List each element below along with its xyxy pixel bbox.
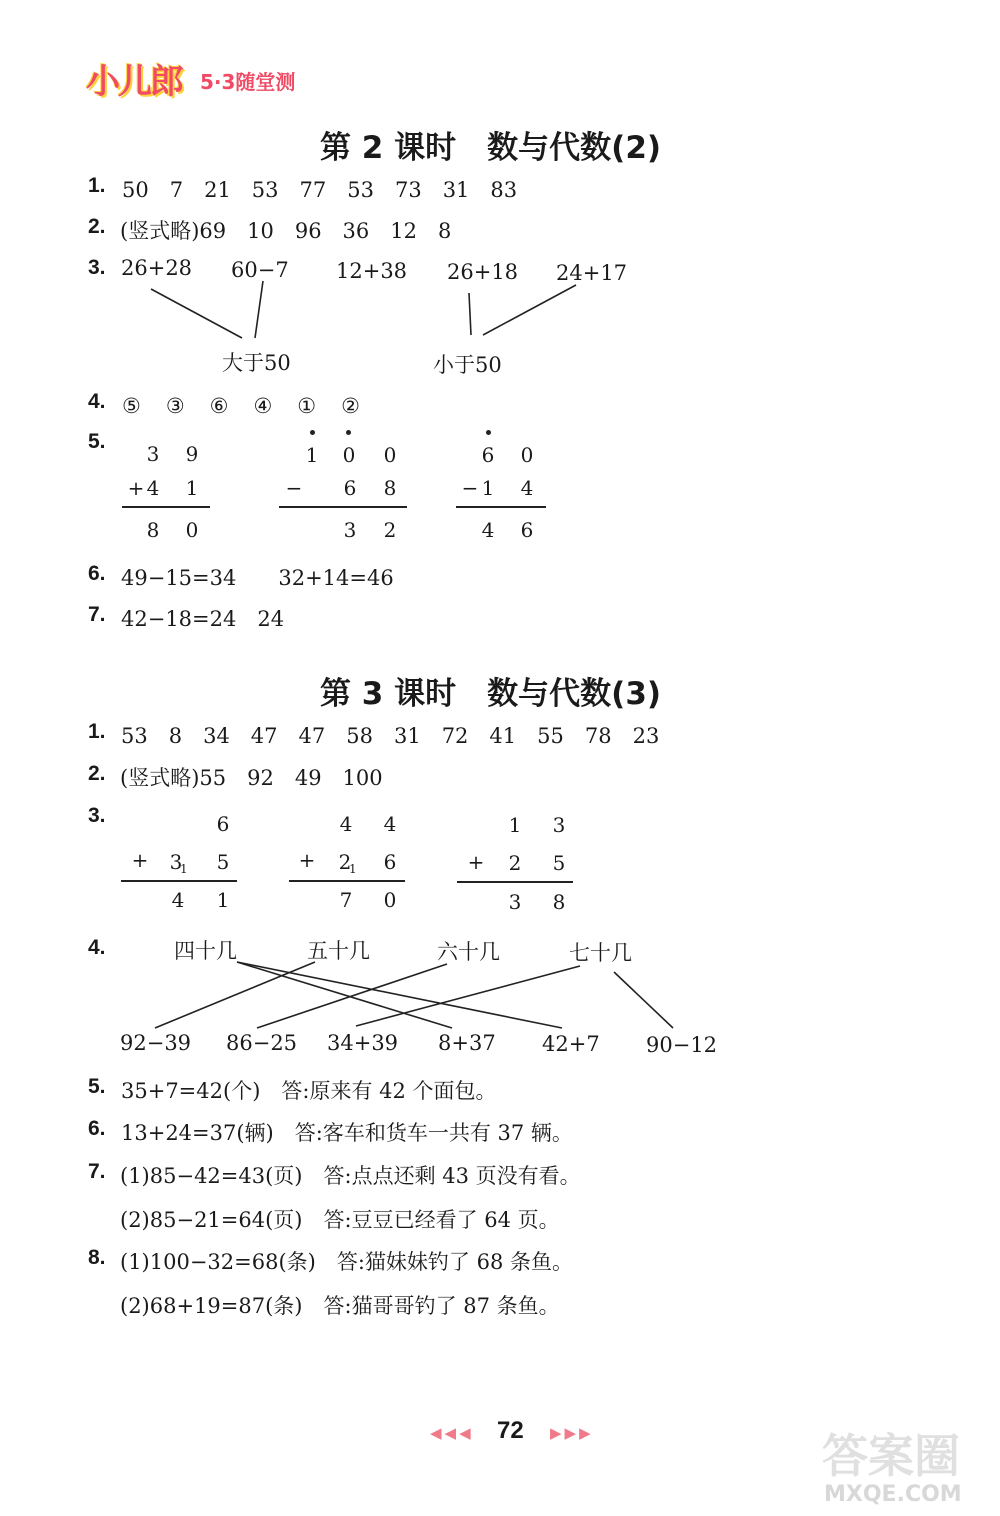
- q-number: 1.: [88, 720, 106, 743]
- expr-label: 26+18: [447, 260, 519, 284]
- q-number: 5.: [88, 1075, 106, 1098]
- connector-line: [356, 966, 580, 1026]
- digit: 0: [342, 443, 356, 467]
- digit: 4: [520, 476, 534, 500]
- digit: 1: [185, 476, 199, 500]
- digit: 1: [508, 813, 522, 837]
- digit: 6: [343, 476, 357, 500]
- answer-line: (1)100−32=68(条) 答:猫妹妹钓了 68 条鱼。: [120, 1250, 573, 1274]
- q-number: 5.: [88, 430, 106, 453]
- group-label: 七十几: [569, 941, 632, 965]
- expr-label: 12+38: [336, 259, 408, 283]
- answer-line: 50 7 21 53 77 53 73 31 83: [122, 178, 518, 202]
- answer-line: 42−18=24 24: [121, 607, 285, 631]
- section-3-title: 第 3 课时 数与代数(3): [320, 676, 662, 712]
- digit: 3: [552, 813, 566, 837]
- watermark-logo: 答案圈: [822, 1429, 960, 1483]
- digit: 3: [146, 442, 160, 466]
- digit: 4: [146, 476, 160, 500]
- borrow-dot: [486, 430, 491, 435]
- digit: 2: [508, 851, 522, 875]
- q-number: 7.: [88, 603, 106, 626]
- digit: 6: [520, 518, 534, 542]
- watermark-url: MXQE.COM: [824, 1482, 962, 1507]
- answer-line: (竖式略)55 92 49 100: [120, 766, 383, 790]
- group-label: 六十几: [437, 940, 500, 964]
- digit: 3: [508, 890, 522, 914]
- group-label: 小于50: [433, 353, 502, 377]
- expr-label: 24+17: [556, 261, 628, 285]
- digit: 6: [216, 812, 230, 836]
- q-number: 3.: [88, 804, 106, 827]
- digit: 5: [552, 851, 566, 875]
- sum-line: [457, 881, 573, 883]
- digit: 4: [171, 888, 185, 912]
- section-2-title: 第 2 课时 数与代数(2): [320, 130, 662, 166]
- expr-label: 60−7: [231, 258, 289, 282]
- prev-arrows-icon: ◀◀◀: [430, 1424, 474, 1442]
- digit: 0: [185, 518, 199, 542]
- diff-line: [279, 506, 407, 508]
- digit: 6: [481, 443, 495, 467]
- digit: 9: [185, 442, 199, 466]
- digit: 1: [481, 476, 495, 500]
- digit: 4: [383, 812, 397, 836]
- digit: 8: [552, 890, 566, 914]
- digit: 2: [338, 850, 352, 874]
- digit: 5: [216, 850, 230, 874]
- connector-line: [151, 289, 242, 338]
- expr-label: 42+7: [542, 1032, 600, 1056]
- digit: 3: [343, 518, 357, 542]
- carry-digit: 1: [180, 862, 188, 876]
- sum-line: [121, 880, 237, 882]
- q-number: 1.: [88, 174, 106, 197]
- connector-line: [483, 285, 576, 335]
- operator: +: [131, 848, 149, 872]
- digit: 0: [520, 443, 534, 467]
- next-arrows-icon: ▶▶▶: [550, 1424, 594, 1442]
- expr-label: 86−25: [226, 1031, 298, 1055]
- sum-line: [122, 506, 210, 508]
- operator: +: [298, 848, 316, 872]
- answer-line: 49−15=34 32+14=46: [121, 566, 394, 590]
- brand-logo: 小儿郎: [86, 62, 182, 102]
- answer-line: 53 8 34 47 47 58 31 72 41 55 78 23: [121, 724, 660, 748]
- digit: 1: [216, 888, 230, 912]
- digit: 7: [339, 888, 353, 912]
- carry-digit: 1: [349, 862, 357, 876]
- digit: 6: [383, 850, 397, 874]
- digit: 3: [169, 850, 183, 874]
- digit: 8: [146, 518, 160, 542]
- expr-label: 92−39: [120, 1031, 192, 1055]
- sum-line: [289, 880, 405, 882]
- expr-label: 26+28: [121, 256, 193, 280]
- connector-line: [237, 962, 452, 1028]
- digit: 8: [383, 476, 397, 500]
- expr-label: 90−12: [646, 1033, 718, 1057]
- group-label: 四十几: [174, 939, 237, 963]
- connector-line: [469, 293, 471, 335]
- answer-line: 13+24=37(辆) 答:客车和货车一共有 37 辆。: [121, 1121, 573, 1145]
- q-number: 6.: [88, 1117, 106, 1140]
- answer-line: (1)85−42=43(页) 答:点点还剩 43 页没有看。: [120, 1164, 581, 1188]
- operator: −: [285, 476, 303, 500]
- digit: 2: [383, 518, 397, 542]
- answer-line: 35+7=42(个) 答:原来有 42 个面包。: [121, 1079, 497, 1103]
- group-label: 大于50: [222, 351, 291, 375]
- q-number: 2.: [88, 762, 106, 785]
- digit: 4: [481, 518, 495, 542]
- q-number: 2.: [88, 215, 106, 238]
- q-number: 8.: [88, 1246, 106, 1269]
- digit: 0: [383, 888, 397, 912]
- q-number: 4.: [88, 936, 106, 959]
- borrow-dot: [310, 430, 315, 435]
- answer-line: (2)68+19=87(条) 答:猫哥哥钓了 87 条鱼。: [120, 1294, 560, 1318]
- page-number: 72: [497, 1417, 524, 1444]
- q-number: 3.: [88, 256, 106, 279]
- digit: 4: [339, 812, 353, 836]
- answer-line: (2)85−21=64(页) 答:豆豆已经看了 64 页。: [120, 1208, 560, 1232]
- connector-line: [155, 962, 315, 1028]
- connector-line: [614, 972, 673, 1028]
- answer-line: ⑤ ③ ⑥ ④ ① ②: [122, 394, 362, 418]
- matching-lines: [0, 900, 1000, 1050]
- operator: +: [127, 476, 145, 500]
- borrow-dot: [346, 430, 351, 435]
- operator: −: [461, 476, 479, 500]
- q-number: 6.: [88, 562, 106, 585]
- operator: +: [467, 850, 485, 874]
- expr-label: 34+39: [327, 1031, 399, 1055]
- group-label: 五十几: [307, 939, 370, 963]
- connector-line: [255, 281, 263, 338]
- matching-lines: [0, 0, 1000, 400]
- expr-label: 8+37: [438, 1031, 496, 1055]
- digit: 1: [305, 443, 319, 467]
- digit: 0: [383, 443, 397, 467]
- series-name: 5·3随堂测: [200, 70, 296, 94]
- diff-line: [456, 506, 546, 508]
- q-number: 4.: [88, 390, 106, 413]
- q-number: 7.: [88, 1160, 106, 1183]
- answer-line: (竖式略)69 10 96 36 12 8: [120, 219, 452, 243]
